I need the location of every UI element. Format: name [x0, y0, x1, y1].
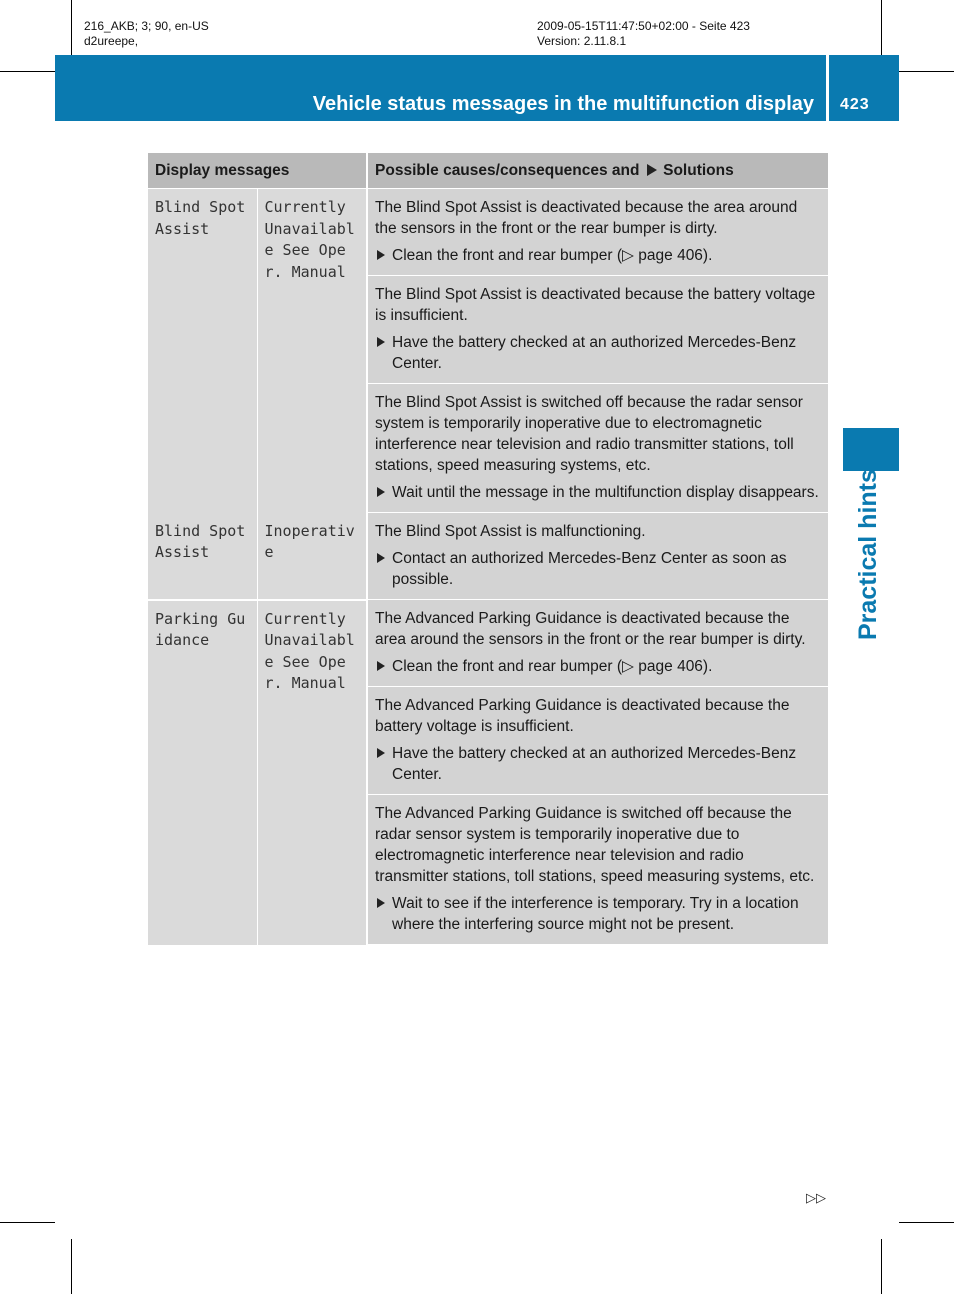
crop-mark — [71, 0, 72, 55]
messages-table — [148, 153, 828, 945]
cause-text: The Advanced Parking Guidance is deactivated because the area around the sensors in the front or the rear bumper is dirty. — [375, 610, 806, 648]
cause-text: The Blind Spot Assist is switched off because the radar sensor system is temporarily inoperative due to electromagnetic interference near television and radio transmitter stations, toll stations, speed measuring systems, etc. — [375, 394, 803, 474]
cause-cell — [367, 384, 828, 513]
meta-line: 2009-05-15T11:47:50+02:00 - Seite 423 — [537, 19, 750, 33]
table-header-row — [148, 153, 828, 189]
header-causes-solutions — [367, 153, 828, 189]
step-arrow-icon — [377, 250, 385, 260]
cause-cell — [367, 600, 828, 687]
print-meta-right — [537, 19, 750, 49]
section-title: Vehicle status messages in the multifunction display — [312, 93, 814, 115]
crop-mark — [899, 1222, 954, 1223]
step-arrow-icon — [377, 748, 385, 758]
section-header — [55, 55, 826, 121]
cause-cell — [367, 189, 828, 276]
print-meta-left — [84, 19, 209, 49]
header-solutions-label: Solutions — [663, 162, 734, 179]
system-name-cell: Blind Spot Assist — [148, 513, 257, 600]
step-arrow-icon — [377, 337, 385, 347]
table-row — [148, 600, 828, 687]
table-row — [148, 189, 828, 276]
page-number-box — [829, 55, 899, 121]
chapter-label: Practical hints — [854, 469, 882, 640]
meta-line: 216_AKB; 3; 90, en-US — [84, 19, 209, 33]
step-arrow-icon — [377, 661, 385, 671]
cause-text: The Blind Spot Assist is deactivated because the battery voltage is insufficient. — [375, 286, 816, 324]
crop-mark — [0, 71, 55, 72]
solution-text: Have the battery checked at an authorized Mercedes-Benz Center. — [392, 334, 797, 372]
solution-text: Clean the front and rear bumper (▷ page 406). — [392, 247, 713, 264]
cause-text: The Blind Spot Assist is malfunctioning. — [375, 523, 646, 540]
cause-text: The Blind Spot Assist is deactivated because the area around the sensors in the front or the rear bumper is dirty. — [375, 199, 798, 237]
header-display-messages: Display messages — [148, 153, 367, 189]
continue-arrows-icon: ▷▷ — [806, 1190, 826, 1205]
system-name-cell: Parking Guidance — [148, 600, 257, 945]
cause-cell — [367, 795, 828, 945]
solution-step — [375, 548, 821, 590]
crop-mark — [881, 1239, 882, 1294]
step-arrow-icon — [377, 487, 385, 497]
cause-text: The Advanced Parking Guidance is deactivated because the battery voltage is insufficient. — [375, 697, 790, 735]
solution-text: Have the battery checked at an authorized Mercedes-Benz Center. — [392, 745, 797, 783]
solution-text: Contact an authorized Mercedes-Benz Center as soon as possible. — [392, 550, 787, 588]
solution-step — [375, 743, 821, 785]
display-message-cell: Inoperative — [257, 513, 367, 600]
solution-step — [375, 332, 821, 374]
solution-text: Wait to see if the interference is temporary. Try in a location where the interfering source might not be present. — [392, 895, 799, 933]
solution-text: Wait until the message in the multifunction display disappears. — [392, 484, 819, 501]
crop-mark — [881, 0, 882, 55]
meta-line: d2ureepe, — [84, 34, 139, 48]
header-causes-label: Possible causes/consequences and — [375, 162, 640, 179]
solution-step — [375, 245, 821, 266]
crop-mark — [71, 1239, 72, 1294]
solution-step — [375, 482, 821, 503]
table-row — [148, 513, 828, 600]
cause-cell — [367, 687, 828, 795]
system-name-cell: Blind Spot Assist — [148, 189, 257, 513]
solution-step — [375, 656, 821, 677]
side-tab-marker — [843, 428, 899, 471]
crop-mark — [0, 1222, 55, 1223]
cause-cell — [367, 276, 828, 384]
meta-line: Version: 2.11.8.1 — [537, 34, 627, 48]
cause-cell — [367, 513, 828, 600]
solutions-arrow-icon — [647, 164, 657, 176]
cause-text: The Advanced Parking Guidance is switched off because the radar sensor system is temporarily inoperative due to electromagnetic interference near television and radio transmitter stations, toll stations, speed measuring systems, etc. — [375, 805, 815, 885]
page-number: 423 — [840, 96, 870, 113]
display-message-cell: Currently Unavailable See Oper. Manual — [257, 600, 367, 945]
step-arrow-icon — [377, 553, 385, 563]
display-message-cell: Currently Unavailable See Oper. Manual — [257, 189, 367, 513]
solution-text: Clean the front and rear bumper (▷ page 406). — [392, 658, 713, 675]
crop-mark — [899, 71, 954, 72]
step-arrow-icon — [377, 898, 385, 908]
solution-step — [375, 893, 821, 935]
